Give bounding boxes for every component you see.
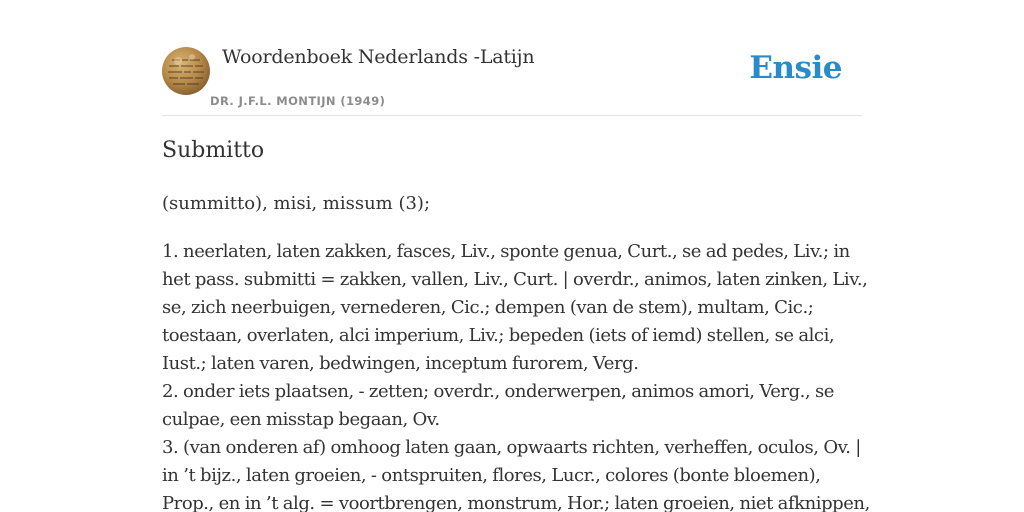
definition-line: in ’t bijz., laten groeien, - ontspruiten, flores, Lucr., colores (bonte bloemen), bbox=[162, 465, 821, 486]
entry-title: Submitto bbox=[162, 138, 265, 163]
coin-inscription-icon[interactable] bbox=[162, 47, 210, 95]
definition-line: 3. (van onderen af) omhoog laten gaan, opwaarts richten, verheffen, oculos, Ov. | bbox=[162, 437, 861, 458]
definition-line: het pass. submitti = zakken, vallen, Liv., Curt. | overdr., animos, laten zinken, Liv., bbox=[162, 269, 868, 290]
definition-line: 1. neerlaten, laten zakken, fasces, Liv., sponte genua, Curt., se ad pedes, Liv.; in bbox=[162, 241, 850, 262]
definition-line: 2. onder iets plaatsen, - zetten; overdr., onderwerpen, animos amori, Verg., se bbox=[162, 381, 834, 402]
definition-line: Prop., en in ’t alg. = voortbrengen, monstrum, Hor.; laten groeien, niet afknippen, bbox=[162, 493, 870, 512]
definition-line: se, zich neerbuigen, vernederen, Cic.; dempen (van de stem), multam, Cic.; bbox=[162, 297, 814, 318]
ensie-logo-link[interactable]: Ensie bbox=[749, 50, 842, 86]
content-container bbox=[162, 0, 870, 512]
entry-definition bbox=[162, 238, 870, 512]
book-author: DR. J.F.L. MONTIJN (1949) bbox=[210, 94, 386, 108]
book-title[interactable]: Woordenboek Nederlands -Latijn bbox=[222, 46, 535, 68]
definition-line: Iust.; laten varen, bedwingen, inceptum furorem, Verg. bbox=[162, 353, 639, 374]
definition-line: culpae, een misstap begaan, Ov. bbox=[162, 409, 440, 430]
header bbox=[162, 0, 862, 116]
entry-forms: (summitto), misi, missum (3); bbox=[162, 193, 431, 214]
definition-line: toestaan, overlaten, alci imperium, Liv.; bepeden (iets of iemd) stellen, se alci, bbox=[162, 325, 835, 346]
